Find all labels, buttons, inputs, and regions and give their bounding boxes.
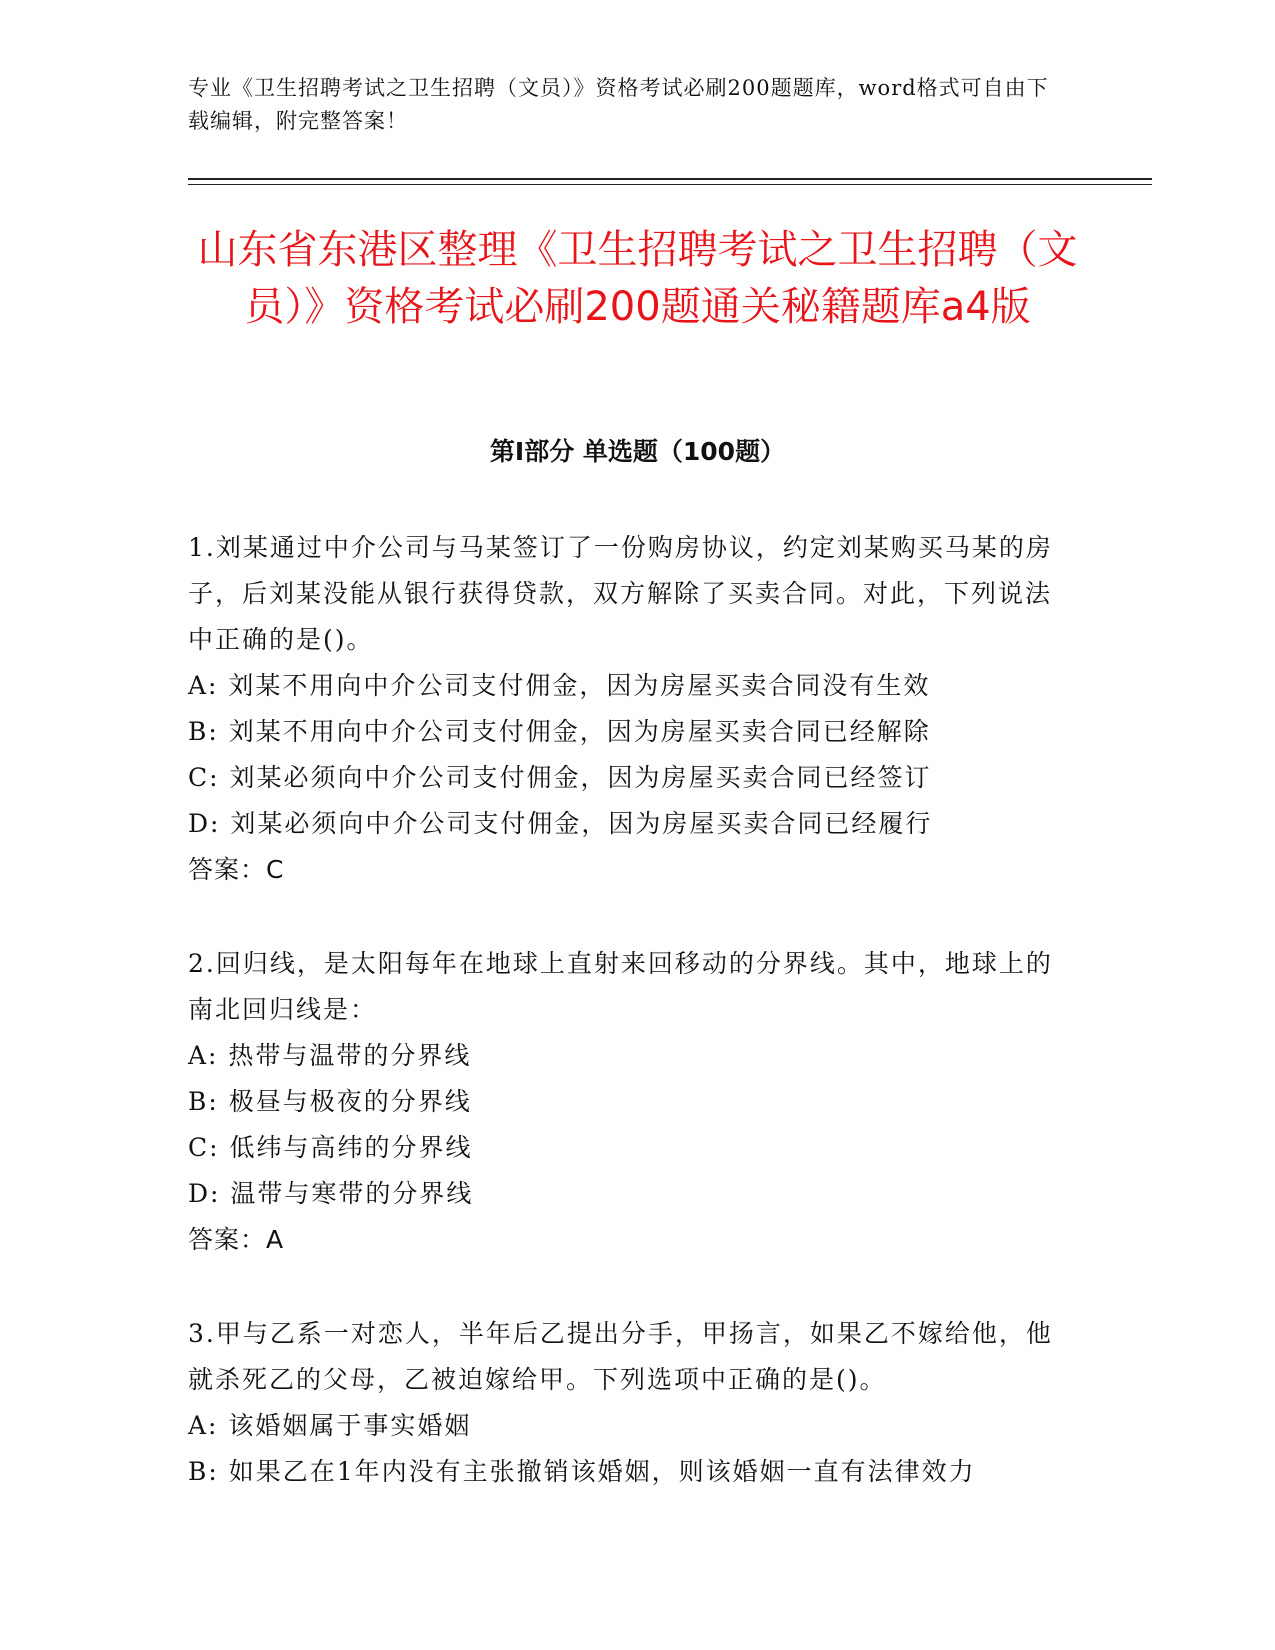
option-a: A: 该婚姻属于事实婚姻 xyxy=(188,1411,472,1440)
option-b: B: 极昼与极夜的分界线 xyxy=(188,1087,472,1116)
option-b: B: 刘某不用向中介公司支付佣金，因为房屋买卖合同已经解除 xyxy=(188,717,931,746)
option-d: D: 温带与寒带的分界线 xyxy=(188,1179,474,1208)
header-rule-thick xyxy=(188,178,1152,180)
answer: 答案：C xyxy=(188,855,285,884)
header-note: 专业《卫生招聘考试之卫生招聘（文员）》资格考试必刷200题题库，word格式可自由下载编辑，附完整答案！ xyxy=(188,76,1049,133)
question-1 xyxy=(188,525,1068,893)
section-title: 第I部分 单选题（100题） xyxy=(489,437,786,466)
answer: 答案：A xyxy=(188,1225,285,1254)
option-a: A: 热带与温带的分界线 xyxy=(188,1041,472,1070)
option-d: D: 刘某必须向中介公司支付佣金，因为房屋买卖合同已经履行 xyxy=(188,809,933,838)
question-3 xyxy=(188,1311,1068,1495)
header-rule-thin xyxy=(188,184,1152,185)
question-2 xyxy=(188,941,1068,1263)
option-a: A: 刘某不用向中介公司支付佣金，因为房屋买卖合同没有生效 xyxy=(188,671,931,700)
question-list xyxy=(188,525,1068,1543)
question-stem: 3.甲与乙系一对恋人，半年后乙提出分手，甲扬言，如果乙不嫁给他，他就杀死乙的父母，乙被迫嫁给甲。下列选项中正确的是()。 xyxy=(188,1319,1053,1394)
question-stem: 2.回归线，是太阳每年在地球上直射来回移动的分界线。其中，地球上的南北回归线是： xyxy=(188,949,1053,1024)
option-c: C: 低纬与高纬的分界线 xyxy=(188,1133,473,1162)
question-stem: 1.刘某通过中介公司与马某签订了一份购房协议，约定刘某购买马某的房子，后刘某没能从银行获得贷款，双方解除了买卖合同。对此，下列说法中正确的是()。 xyxy=(188,533,1053,654)
option-b: B: 如果乙在1年内没有主张撤销该婚姻，则该婚姻一直有法律效力 xyxy=(188,1457,976,1486)
option-c: C: 刘某必须向中介公司支付佣金，因为房屋买卖合同已经签订 xyxy=(188,763,932,792)
document-title: 山东省东港区整理《卫生招聘考试之卫生招聘（文员）》资格考试必刷200题通关秘籍题库a4版 xyxy=(197,227,1078,330)
